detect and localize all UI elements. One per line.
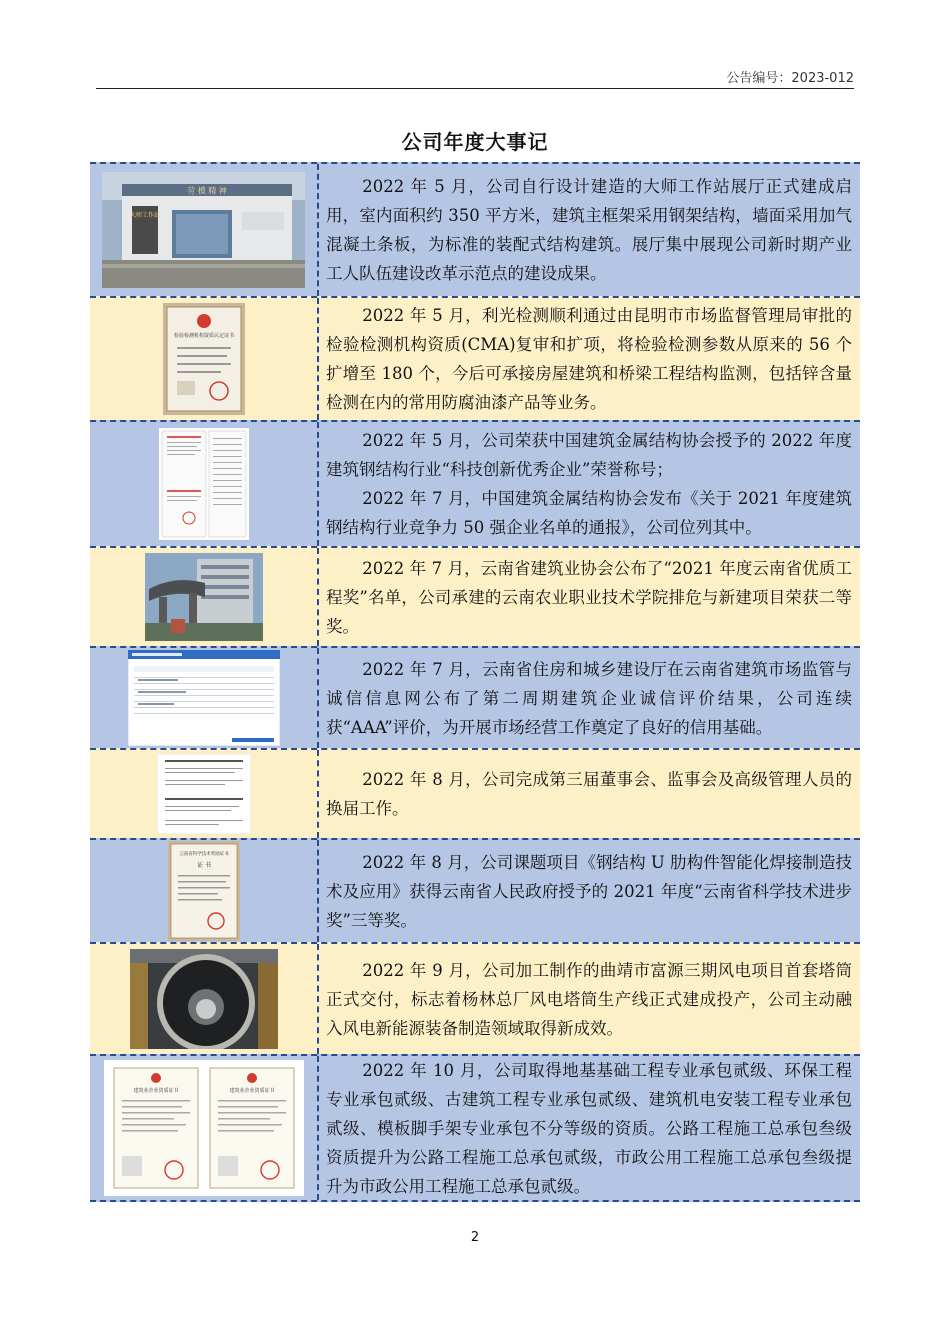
event-row: [90, 748, 860, 838]
award-cert-word: 证 书: [196, 862, 211, 869]
event-paragraph: 2022 年 5 月，公司荣获中国建筑金属结构协会授予的 2022 年度建筑钢结构行业“科技创新优秀企业”荣誉称号；: [326, 431, 852, 479]
announcement-code: 公告编号：2023-012: [726, 71, 854, 86]
event-paragraph: 2022 年 8 月，公司完成第三届董事会、监事会及高级管理人员的换届工作。: [326, 770, 852, 818]
event-row: [90, 546, 860, 646]
event-row: [90, 838, 860, 942]
event-paragraph: 2022 年 5 月，利光检测顺利通过由昆明市市场监督管理局审批的检验检测机构资质(CMA)复审和扩项，将检验检测参数从原来的 56 个扩增至 180 个，今后可承接房屋建筑和桥梁工程结构监测，包括锌含量检测在内的常用防腐油漆产品等业务。: [326, 306, 852, 412]
wind-tower-photo: [130, 949, 278, 1049]
event-row: [90, 420, 860, 546]
credit-website-screenshot: [128, 650, 280, 746]
event-row: [90, 296, 860, 420]
science-award-certificate: [168, 841, 240, 941]
cma-certificate-photo: [163, 303, 245, 415]
events-table: [90, 162, 860, 1202]
event-paragraph: 2022 年 9 月，公司加工制作的曲靖市富源三期风电项目首套塔筒正式交付，标志着杨林总厂风电塔筒生产线正式建成投产，公司主动融入风电新能源装备制造领域取得新成效。: [326, 960, 852, 1038]
school-building-photo: [145, 553, 263, 641]
cma-cert-title: 检验检测机构资质认定证书: [173, 333, 234, 339]
exhibition-sign-text: 劳 模 精 神: [187, 186, 227, 196]
event-row: [90, 646, 860, 748]
page-number: 2: [470, 1230, 480, 1245]
event-paragraph: 2022 年 8 月，公司课题项目《钢结构 U 肋构件智能化焊接制造技术及应用》获得云南省人民政府授予的 2021 年度“云南省科学技术进步奖”三等奖。: [326, 852, 852, 930]
event-row: [90, 942, 860, 1054]
qual-cert-title: 建筑业企业资质证书: [132, 1088, 179, 1094]
event-paragraph: 2022 年 7 月，云南省建筑业协会公布了“2021 年度云南省优质工程奖”名单，公司承建的云南农业职业技术学院排危与新建项目荣获二等奖。: [326, 558, 852, 636]
event-row: [90, 162, 860, 296]
association-notice-documents: [159, 428, 249, 540]
event-row: [90, 1054, 860, 1202]
board-resolution-document: [157, 754, 251, 834]
exhibition-hall-photo: [102, 172, 305, 288]
qual-cert-title-2: 建筑业企业资质证书: [228, 1088, 275, 1094]
page-title: 公司年度大事记: [401, 130, 549, 154]
event-paragraph: 2022 年 5 月，公司自行设计建造的大师工作站展厅正式建成启用，室内面积约 350 平方米，建筑主框架采用钢架结构，墙面采用加气混凝土条板，为标准的装配式结构建筑。展厅集中展现公司新时期产业工人队伍建设改革示范点的建设成果。: [326, 177, 852, 283]
award-cert-title: 云南省科学技术奖励证书: [178, 852, 229, 857]
event-paragraph: 2022 年 7 月，云南省住房和城乡建设厅在云南省建筑市场监管与诚信信息网公布了第二周期建筑企业诚信评价结果，公司连续获“AAA”评价，为开展市场经营工作奠定了良好的信用基础。: [326, 659, 852, 737]
event-paragraph: 2022 年 10 月，公司取得地基基础工程专业承包贰级、环保工程专业承包贰级、古建筑工程专业承包贰级、建筑机电安装工程专业承包贰级、模板脚手架专业承包不分等级的资质。公路工程施工总承包叁级资质提升为公路工程施工总承包贰级，市政公用工程施工总承包叁级提升为市政公用工程施工总承包贰级。: [326, 1060, 852, 1196]
studio-sign-text: 大师工作站: [129, 212, 161, 219]
qualification-certificates: [104, 1060, 304, 1196]
header-rule: [96, 88, 854, 89]
event-paragraph: 2022 年 7 月，中国建筑金属结构协会发布《关于 2021 年度建筑钢结构行业竞争力 50 强企业名单的通报》，公司位列其中。: [326, 489, 852, 537]
